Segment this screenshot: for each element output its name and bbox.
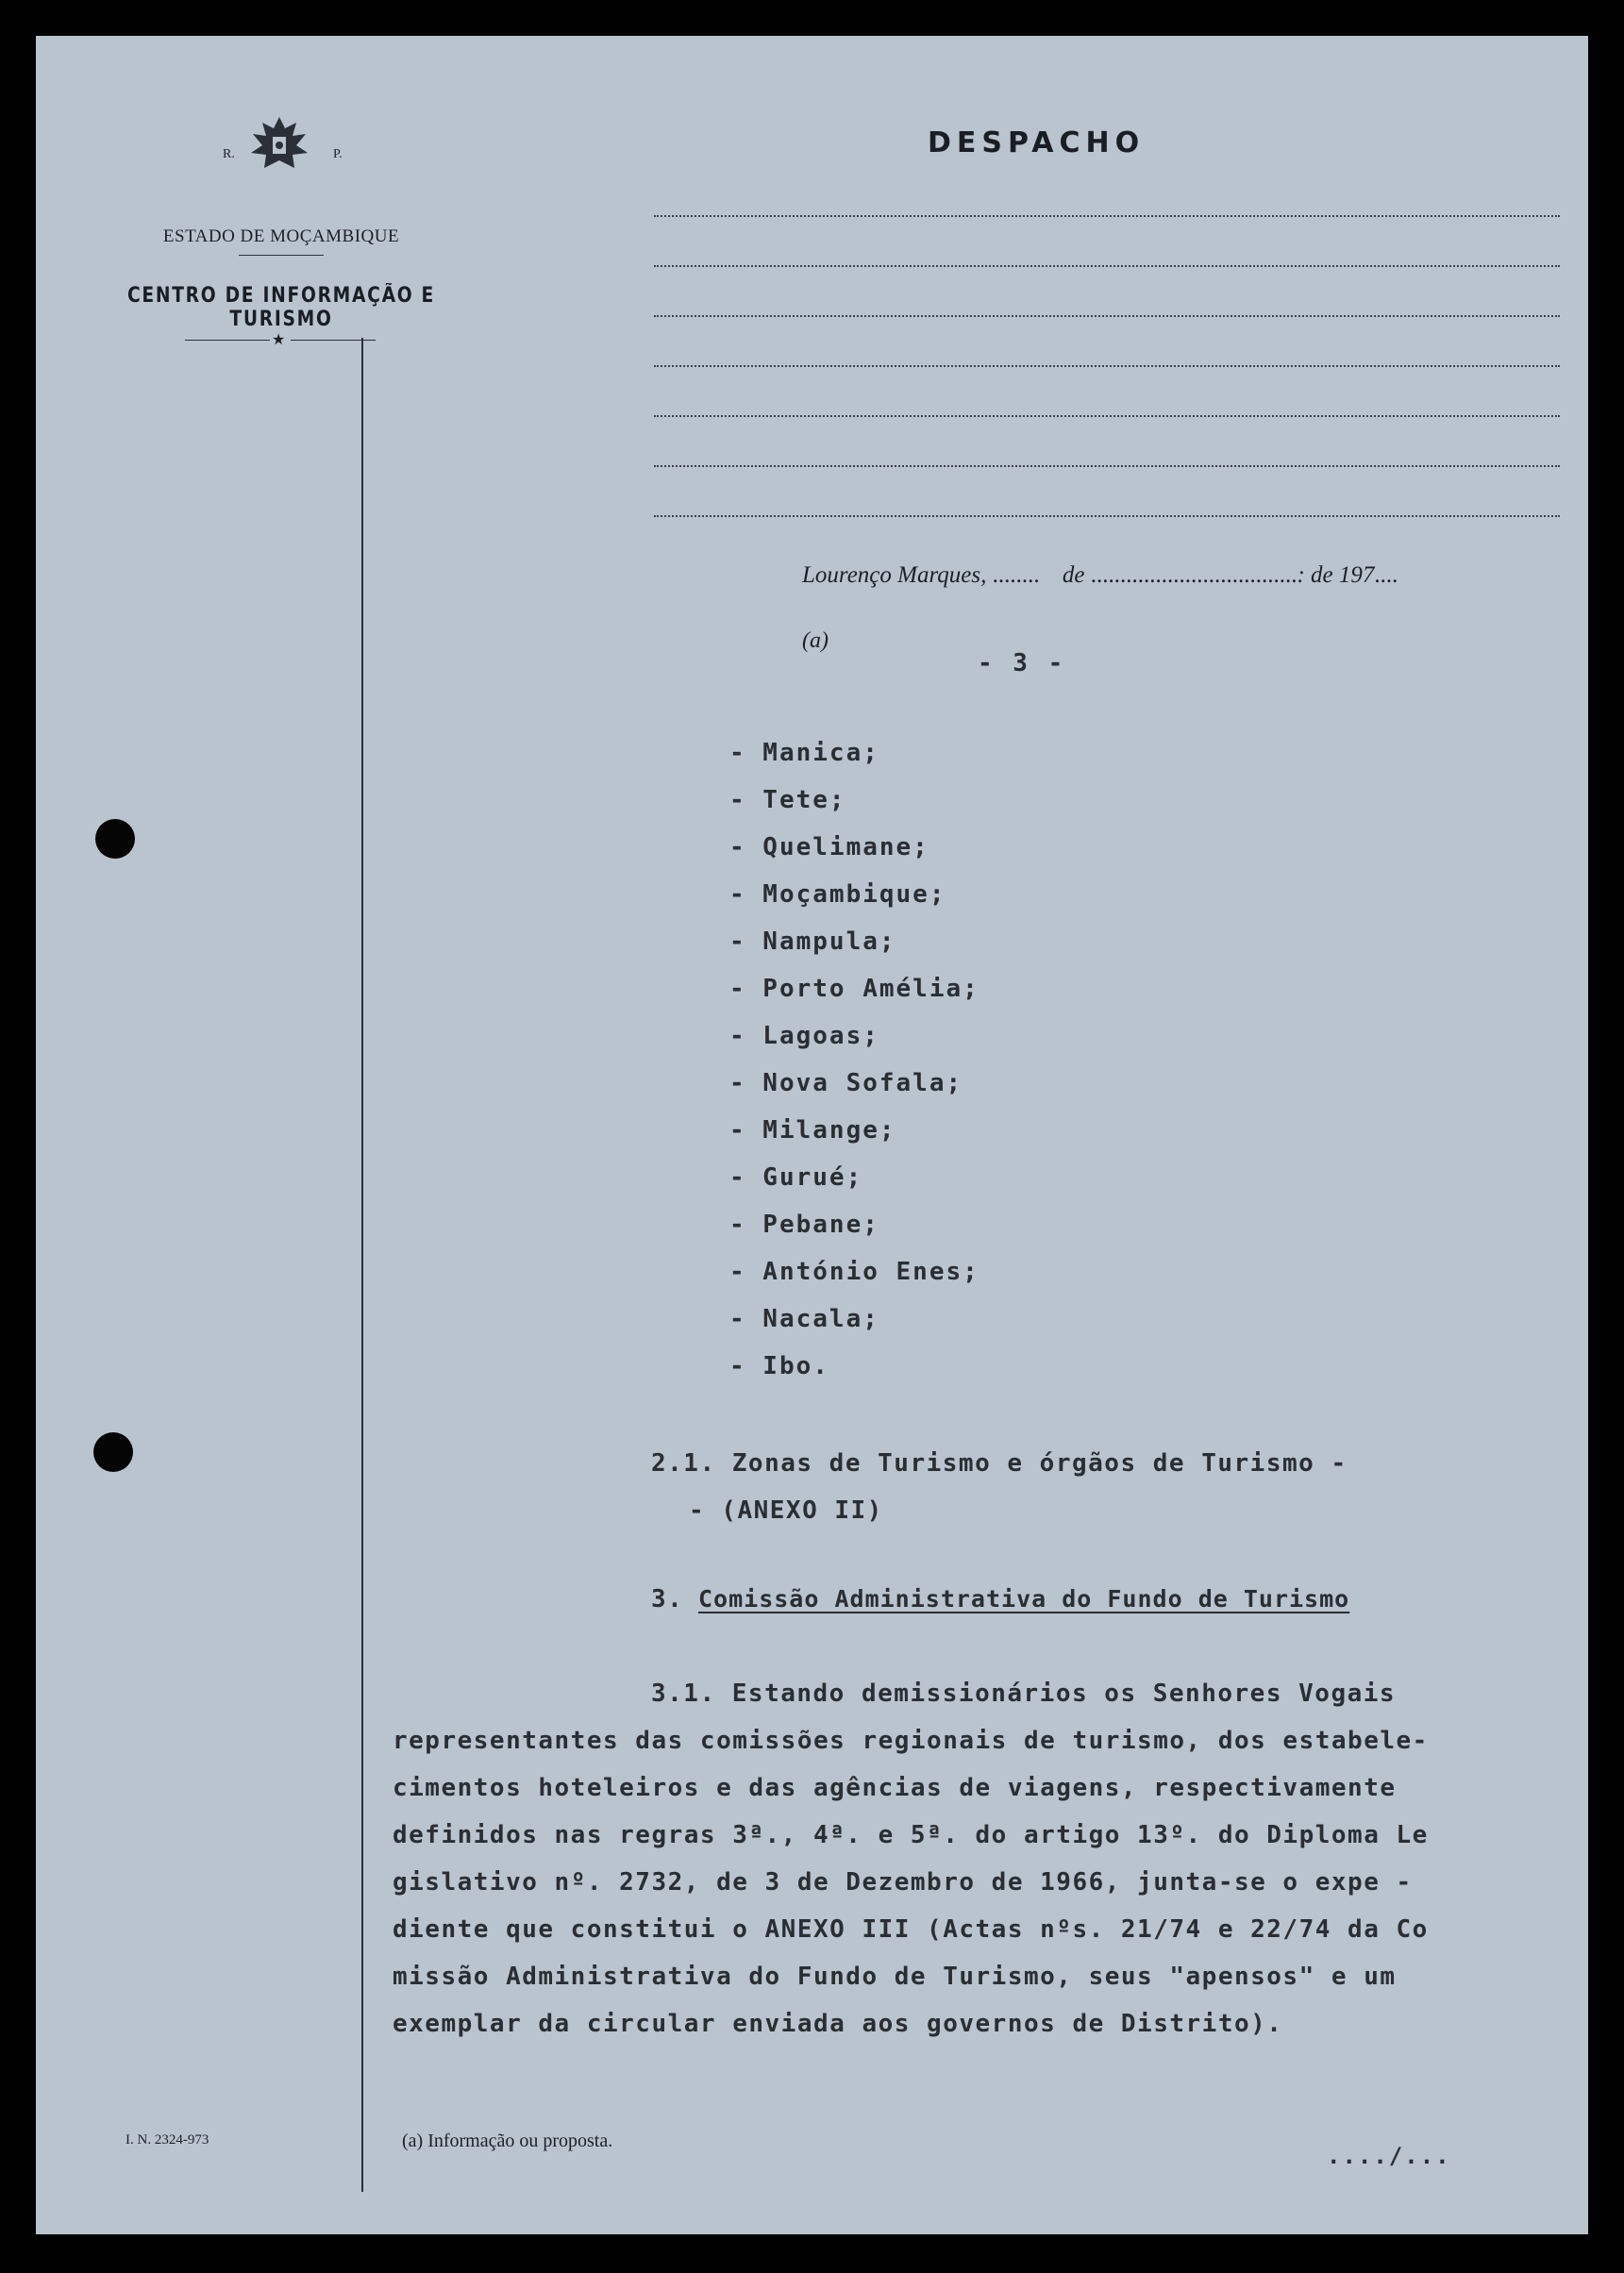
list-item: - Moçambique;: [729, 880, 946, 909]
list-item: - Ibo.: [729, 1352, 829, 1380]
document-sheet: [36, 36, 1588, 2234]
dateline: [802, 562, 1398, 589]
emblem-right-letter: P.: [333, 147, 343, 161]
dateline-day-dots: ........: [992, 562, 1040, 588]
page-number: - 3 -: [978, 649, 1066, 677]
paragraph-line: missão Administrativa do Fundo de Turismo, seus "apensos" e um: [393, 1963, 1397, 1991]
star-icon: ★: [272, 332, 286, 348]
dateline-tail-dots: ....: [1374, 562, 1398, 588]
section-2-1-line2: - (ANEXO II): [689, 1496, 883, 1525]
punch-hole-top: [95, 819, 135, 859]
state-name: ESTADO DE MOÇAMBIQUE: [162, 226, 400, 246]
despacho-line: [654, 465, 1560, 467]
list-item: - Gurué;: [729, 1163, 863, 1192]
margin-rule: [361, 338, 363, 2192]
list-item: - Lagoas;: [729, 1022, 879, 1050]
punch-hole-bottom: [93, 1432, 133, 1472]
dateline-de: de: [1062, 562, 1085, 588]
list-item: - António Enes;: [729, 1258, 979, 1286]
office-name: CENTRO DE INFORMAÇÃO E TURISMO: [126, 284, 436, 331]
despacho-line: [654, 415, 1560, 417]
paragraph-line: exemplar da circular enviada aos governos de Distrito).: [393, 2010, 1283, 2038]
list-item: - Nacala;: [729, 1305, 879, 1333]
emblem-left-letter: R.: [223, 147, 235, 161]
dateline-month-dots: ...................................: [1090, 562, 1298, 588]
paragraph-line: 3.1. Estando demissionários os Senhores Vogais: [651, 1680, 1397, 1708]
despacho-line: [654, 315, 1560, 317]
list-item: - Nova Sofala;: [729, 1069, 963, 1097]
form-code: I. N. 2324-973: [126, 2132, 209, 2148]
list-item: - Milange;: [729, 1116, 896, 1145]
dateline-year: : de 197: [1297, 562, 1375, 588]
despacho-title: DESPACHO: [928, 126, 1146, 159]
list-item: - Tete;: [729, 786, 846, 814]
list-item: - Nampula;: [729, 928, 896, 956]
letterhead: [121, 111, 442, 357]
paragraph-line: definidos nas regras 3ª., 4ª. e 5ª. do artigo 13º. do Diploma Le: [393, 1821, 1429, 1849]
paragraph-line: diente que constitui o ANEXO III (Actas nºs. 21/74 e 22/74 da Co: [393, 1915, 1429, 1944]
list-item: - Manica;: [729, 739, 879, 767]
list-item: - Pebane;: [729, 1211, 879, 1239]
section-3-number: 3.: [651, 1585, 684, 1613]
paragraph-line: representantes das comissões regionais de turismo, dos estabele-: [393, 1727, 1429, 1755]
office-rule-left: [185, 340, 270, 341]
continuation-mark: ..../...: [1327, 2143, 1451, 2169]
paragraph-line: cimentos hoteleiros e das agências de viagens, respectivamente: [393, 1774, 1397, 1802]
section-3-heading: Comissão Administrativa do Fundo de Turismo: [698, 1585, 1350, 1613]
despacho-line: [654, 215, 1560, 217]
paragraph-line: gislativo nº. 2732, de 3 de Dezembro de 1966, junta-se o expe -: [393, 1868, 1413, 1897]
dateline-city: Lourenço Marques,: [802, 562, 987, 588]
proposal-marker: (a): [802, 628, 829, 653]
despacho-line: [654, 265, 1560, 267]
list-item: - Quelimane;: [729, 833, 929, 861]
despacho-line: [654, 365, 1560, 367]
coat-of-arms-emblem: [242, 111, 317, 177]
footnote: (a) Informação ou proposta.: [402, 2131, 613, 2151]
list-item: - Porto Amélia;: [729, 975, 979, 1003]
despacho-line: [654, 515, 1560, 517]
state-underline: [239, 255, 324, 256]
section-2-1-line1: 2.1. Zonas de Turismo e órgãos de Turismo -: [651, 1449, 1348, 1478]
